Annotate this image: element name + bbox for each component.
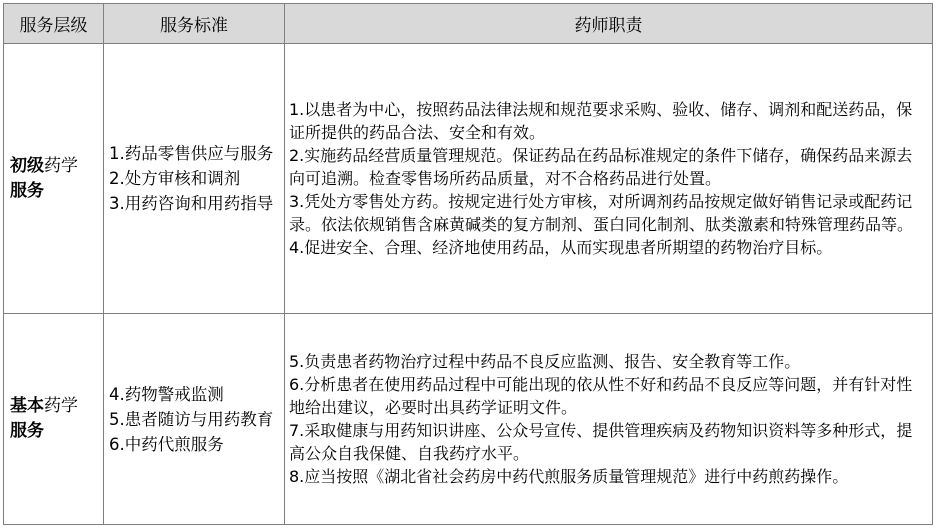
standard-item: 5.患者随访与用药教育 [109,409,274,429]
duties-cell [285,314,933,525]
standard-item: 4.药物警戒监测 [109,384,224,404]
duty-item: 8.应当按照《湖北省社会药房中药代煎服务质量管理规范》进行中药煎药操作。 [289,467,849,486]
level-name-bold: 初级 [10,155,44,176]
standard-item: 1.药品零售供应与服务 [109,144,274,163]
duty-item: 1.以患者为中心，按照药品法律法规和规范要求采购、验收、储存、调剂和配送药品，保证所提供的药品合法、安全和有效。 [289,100,913,142]
standard-item: 3.用药咨询和用药指导 [109,194,274,213]
level-name-rest: 药学 [44,396,78,416]
level-cell [4,314,104,525]
header-duties: 药师职责 [285,4,933,44]
duties-cell [285,44,933,314]
standard-item: 6.中药代煎服务 [109,434,224,454]
duty-item: 6.分析患者在使用药品过程中可能出现的依从性不好和药品不良反应等问题，并有针对性地给出建议，必要时出具药学证明文件。 [289,375,913,417]
duty-item: 7.采取健康与用药知识讲座、公众号宣传、提供管理疾病及药物知识资料等多种形式，提高公众自我保健、自我药疗水平。 [289,421,913,463]
standard-item: 2.处方审核和调剂 [109,169,241,188]
standard-cell [104,314,285,525]
table-row [4,314,933,525]
level-name-rest: 药学 [44,155,78,176]
service-table [3,3,933,525]
level-cell [4,44,104,314]
standard-cell [104,44,285,314]
duty-item: 3.凭处方零售处方药。按规定进行处方审核，对所调剂药品按规定做好销售记录或配药记录。依法依规销售含麻黄碱类的复方制剂、蛋白同化制剂、肽类激素和特殊管理药品等。 [289,192,914,234]
duty-item: 2.实施药品经营质量管理规范。保证药品在药品标准规定的条件下储存，确保药品来源去向可追溯。检查零售场所药品质量，对不合格药品进行处置。 [289,146,913,188]
header-level: 服务层级 [4,4,104,44]
header-row [4,4,933,44]
level-name-bold: 基本 [10,396,44,416]
duty-item: 4.促进安全、合理、经济地使用药品，从而实现患者所期望的药物治疗目标。 [289,238,833,257]
table-row [4,44,933,314]
header-standard: 服务标准 [104,4,285,44]
duty-item: 5.负责患者药物治疗过程中药品不良反应监测、报告、安全教育等工作。 [289,352,801,371]
level-name-bold2: 服务 [10,180,44,201]
level-name-bold2: 服务 [10,421,44,441]
